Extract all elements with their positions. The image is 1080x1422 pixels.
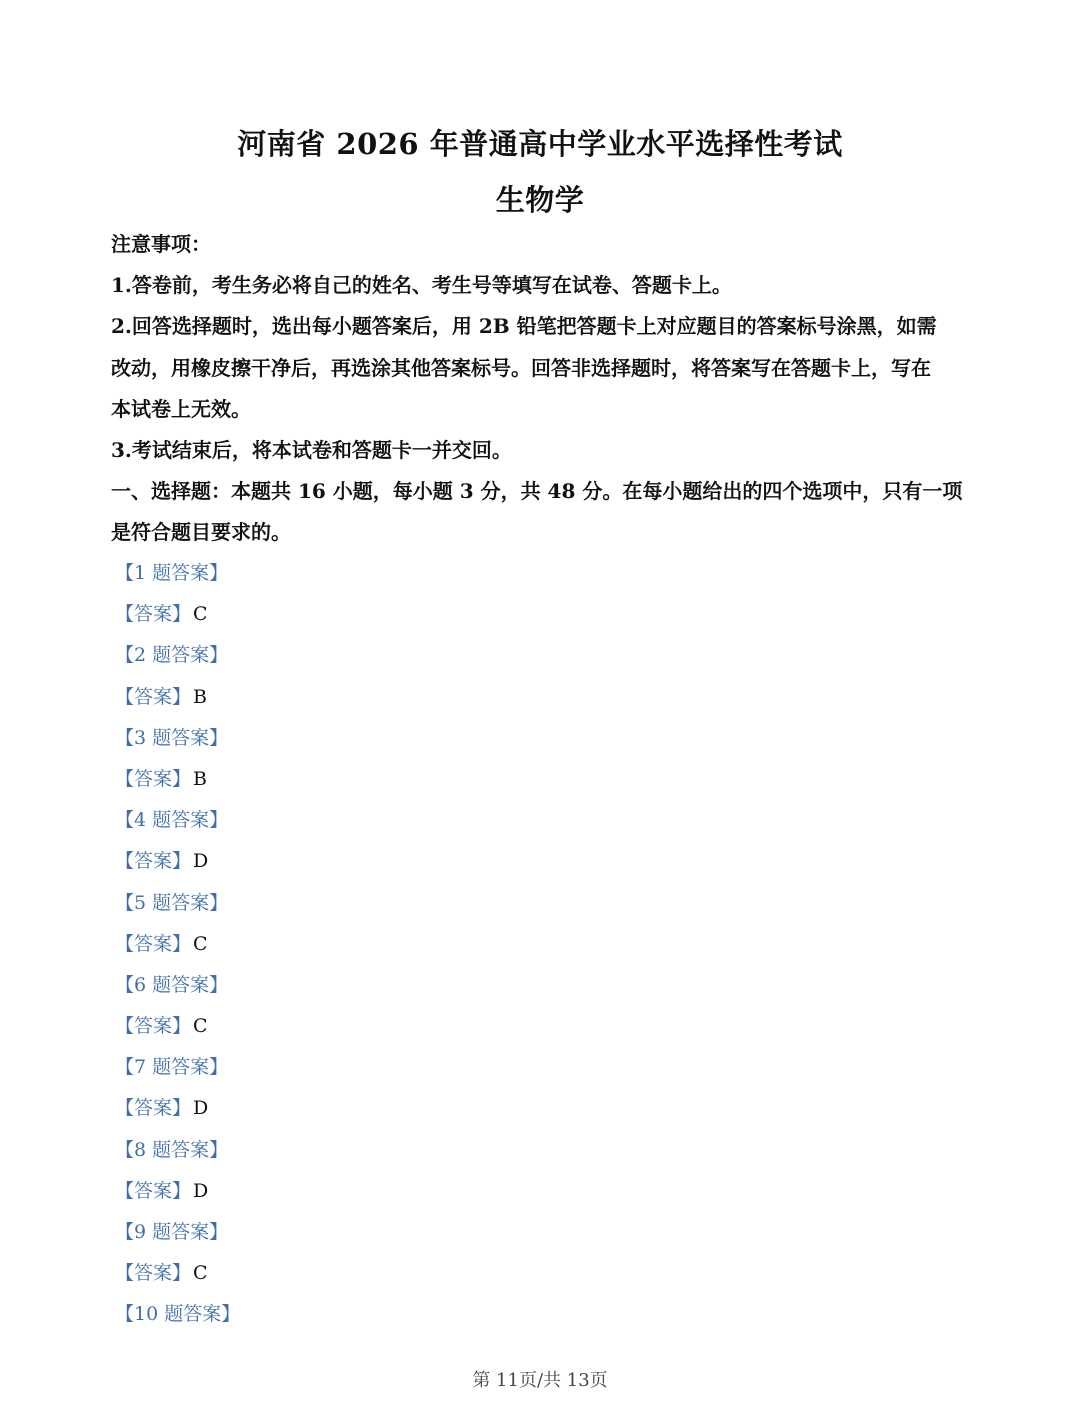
answer-value: C (193, 603, 208, 626)
answer-key-label: 【答案】 (115, 767, 192, 790)
answer-value: D (193, 850, 209, 873)
answer-key-label: 【答案】 (115, 932, 192, 955)
question-heading (115, 1294, 715, 1335)
answer-key-label: 【答案】 (115, 850, 192, 873)
answer-row (115, 841, 715, 882)
answer-value: D (193, 1179, 209, 1202)
answer-key-label: 【答案】 (115, 1262, 192, 1285)
answer-value: C (193, 932, 208, 955)
question-heading (115, 800, 715, 841)
answer-value: B (193, 685, 207, 708)
answer-row (115, 924, 715, 965)
question-heading-text: 【4 题答案】 (115, 809, 229, 832)
answer-key-label: 【答案】 (115, 685, 192, 708)
question-heading (115, 965, 715, 1006)
answer-value: C (193, 1262, 208, 1285)
question-heading (115, 1212, 715, 1253)
answer-key-label: 【答案】 (115, 1015, 192, 1038)
answer-row (115, 1253, 715, 1294)
question-heading-text: 【8 题答案】 (115, 1138, 229, 1161)
instructions-block (111, 224, 973, 554)
notice-heading: 注意事项： (111, 232, 211, 256)
notice-line: 本试卷上无效。 (111, 396, 251, 421)
notice-line: 改动，用橡皮擦干净后，再选涂其他答案标号。回答非选择题时，将答案写在答题卡上，写在 (111, 355, 931, 380)
question-heading-text: 【3 题答案】 (115, 726, 229, 749)
question-heading (115, 1047, 715, 1088)
question-heading (115, 553, 715, 594)
notice-line: 2.回答选择题时，选出每小题答案后，用 2B 铅笔把答题卡上对应题目的答案标号涂黑，如需 (111, 314, 937, 339)
question-heading-text: 【9 题答案】 (115, 1221, 229, 1243)
answer-row (115, 1006, 715, 1047)
question-heading-text: 【5 题答案】 (115, 891, 229, 914)
question-heading (115, 635, 715, 676)
answer-key-label: 【答案】 (115, 603, 192, 626)
question-heading-text: 【1 题答案】 (115, 562, 229, 584)
answer-key-label: 【答案】 (115, 1097, 192, 1120)
subject-title: 生物学 (495, 183, 585, 217)
answer-row (115, 759, 715, 800)
question-heading-text: 【2 题答案】 (115, 644, 229, 667)
exam-title: 河南省 2026 年普通高中学业水平选择性考试 (237, 127, 843, 161)
answer-row (115, 594, 715, 635)
notice-line: 3.考试结束后，将本试卷和答题卡一并交回。 (111, 437, 512, 462)
answer-list (115, 553, 715, 1336)
answer-key-label: 【答案】 (115, 1179, 192, 1202)
question-heading (115, 1130, 715, 1171)
question-heading-text: 【7 题答案】 (115, 1056, 229, 1079)
section-heading-line: 是符合题目要求的。 (111, 520, 291, 545)
answer-value: C (193, 1015, 208, 1038)
answer-value: B (193, 767, 207, 790)
section-heading-line: 一、选择题：本题共 16 小题，每小题 3 分，共 48 分。在每小题给出的四个选项中，只有一项 (111, 479, 963, 504)
question-heading-text: 【10 题答案】 (115, 1303, 241, 1326)
question-heading-text: 【6 题答案】 (115, 973, 229, 996)
page-number: 第 11页/共 13页 (472, 1370, 608, 1391)
question-heading (115, 718, 715, 759)
notice-line: 1.答卷前，考生务必将自己的姓名、考生号等填写在试卷、答题卡上。 (111, 273, 732, 298)
answer-row (115, 1171, 715, 1212)
answer-row (115, 1088, 715, 1129)
question-heading (115, 883, 715, 924)
answer-row (115, 677, 715, 718)
answer-value: D (193, 1097, 209, 1120)
